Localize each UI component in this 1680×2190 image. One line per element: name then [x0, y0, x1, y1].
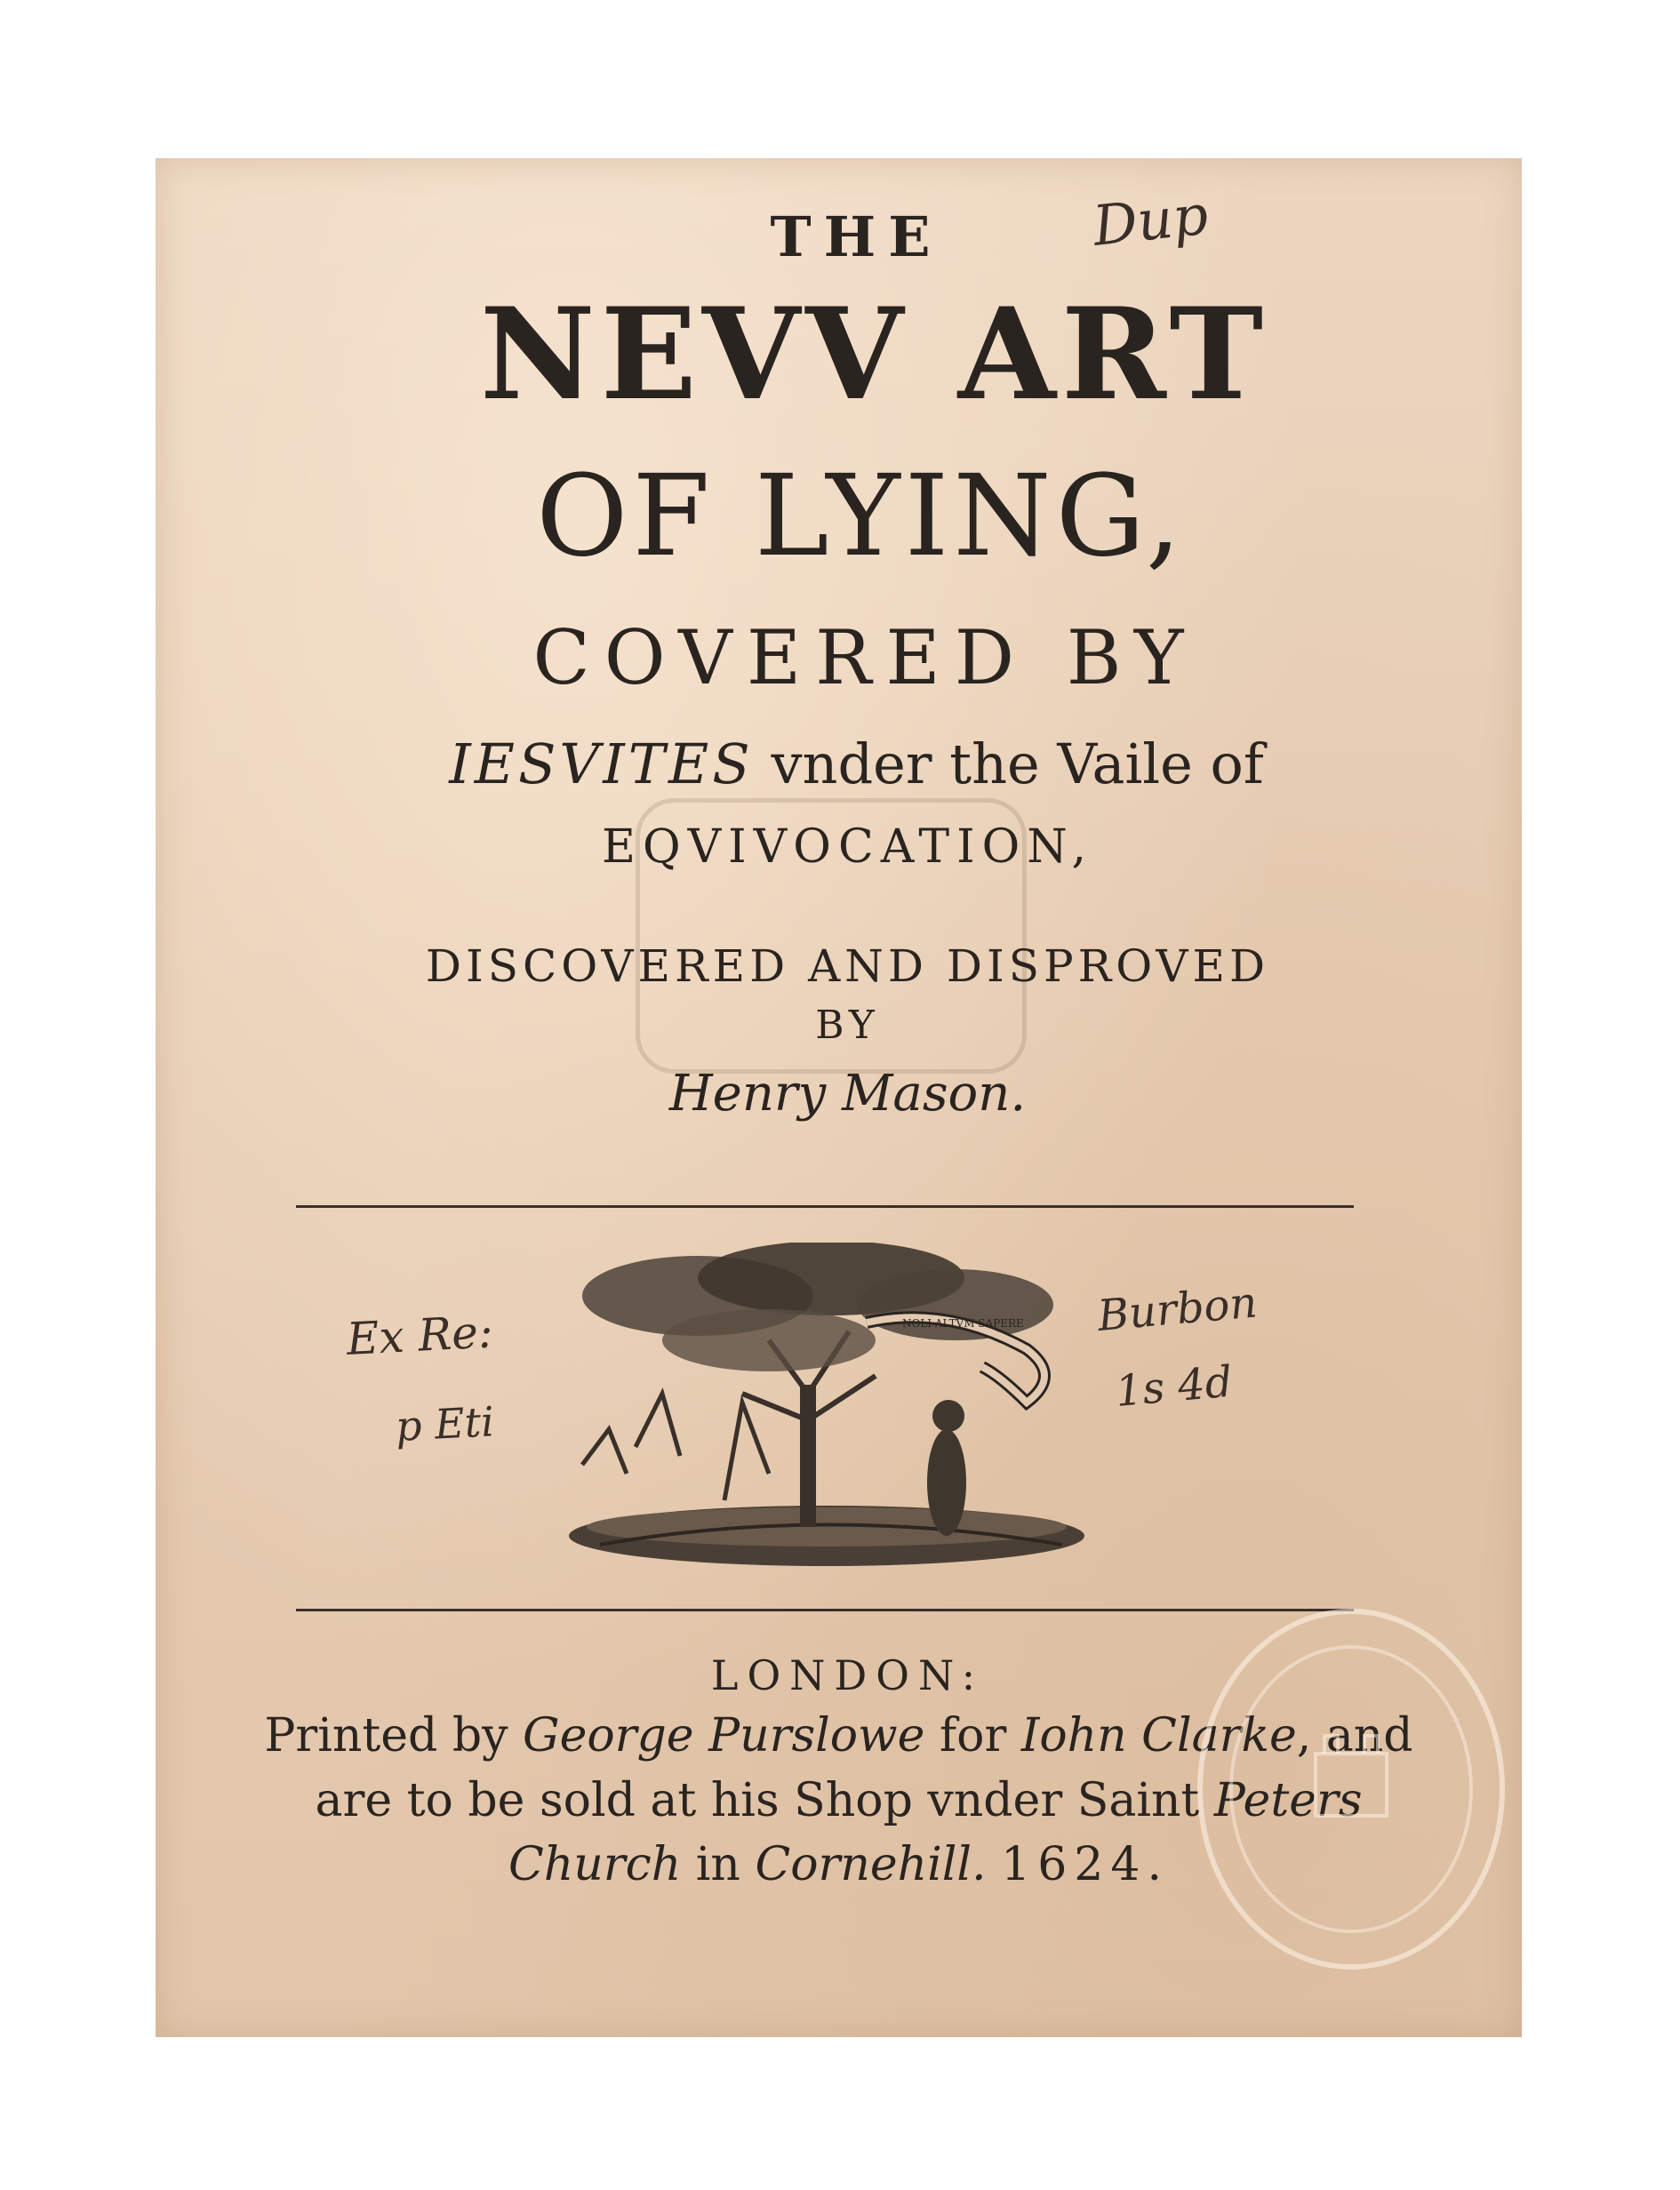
jesuites-word: IESVITES: [449, 731, 754, 796]
title-main: NEVV ART: [479, 281, 1269, 428]
title-vaile-line: [156, 731, 1522, 796]
imprint-sold: are to be sold at his Shop vnder Saint: [315, 1774, 1214, 1827]
imprint-city: LONDON:: [710, 1651, 985, 1699]
imprint-church: Church: [508, 1838, 682, 1891]
title-equivocation: EQVIVOCATION,: [601, 820, 1093, 874]
handwritten-price: 1s 4d: [1113, 1356, 1235, 1417]
banner-text: NOLI ALTVM SAPERE: [902, 1317, 1024, 1330]
handwritten-burbon: Burbon: [1095, 1277, 1260, 1341]
embossed-library-seal: [1191, 1603, 1511, 1976]
imprint-cornehill: Cornehill.: [755, 1838, 987, 1891]
imprint-peters: Peters: [1213, 1774, 1363, 1827]
imprint-printer: George Purslowe: [523, 1709, 925, 1762]
imprint-in: in: [681, 1838, 756, 1891]
imprint-year: 1624.: [1001, 1838, 1169, 1891]
by-line: BY: [815, 1003, 880, 1048]
author-name: Henry Mason.: [668, 1065, 1027, 1123]
discovered-line: DISCOVERED AND DISPROVED: [425, 940, 1270, 992]
imprint-and: , and: [1296, 1709, 1413, 1762]
title-the: THE: [770, 204, 943, 269]
imprint-bookseller: Iohn Clarke: [1020, 1709, 1297, 1762]
imprint-for: for: [924, 1709, 1021, 1762]
handwritten-ex-re: Ex Re:: [345, 1306, 494, 1365]
handwritten-dup: Dup: [1090, 181, 1212, 259]
title-of-lying: OF LYING,: [536, 451, 1186, 581]
title-covered-by: COVERED BY: [532, 614, 1198, 701]
title-page: [156, 158, 1522, 2037]
imprint-printed-by: Printed by: [264, 1709, 524, 1762]
handwritten-peti: p Eti: [394, 1397, 496, 1451]
upper-rule: [296, 1205, 1354, 1208]
tree-woodcut-device: [564, 1243, 1089, 1571]
vaile-text: vnder the Vaile of: [753, 731, 1264, 796]
